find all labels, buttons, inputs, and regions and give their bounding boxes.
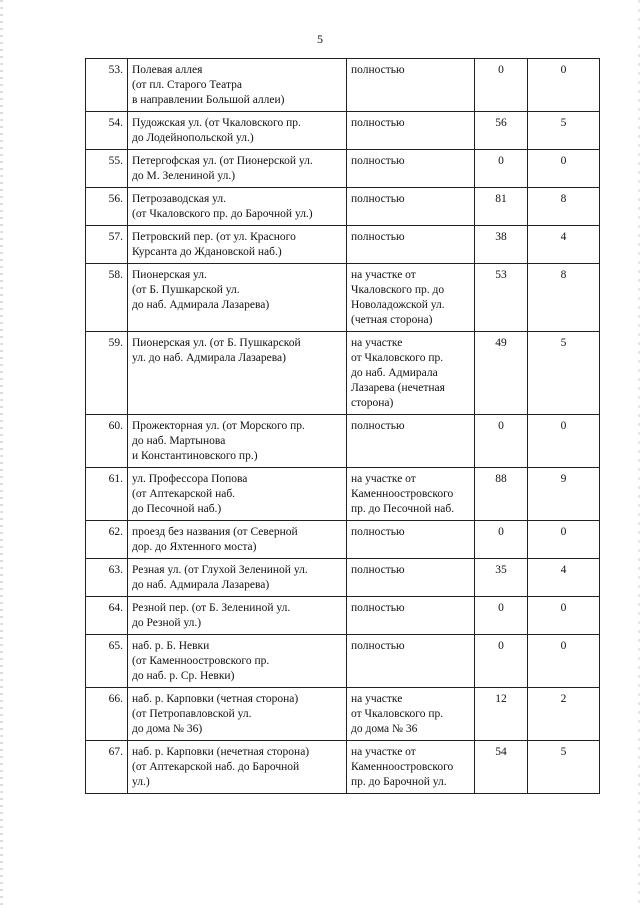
- street-cell: [128, 332, 347, 415]
- value-cell-1: 38: [475, 226, 528, 264]
- scope-line: Чкаловского пр. до: [351, 284, 445, 296]
- street-line: до наб. Адмирала Лазарева): [132, 299, 270, 311]
- street-line: (от Чкаловского пр. до Барочной ул.): [132, 208, 313, 220]
- street-line: (от Каменноостровского пр.: [132, 655, 270, 667]
- street-cell: [128, 597, 347, 635]
- row-number: 66.: [86, 688, 128, 741]
- scope-line: полностью: [351, 602, 405, 614]
- scope-line: (четная сторона): [351, 314, 433, 326]
- street-line: до наб. Мартынова: [132, 435, 226, 447]
- scope-line: полностью: [351, 526, 405, 538]
- value-cell-2: 5: [528, 112, 600, 150]
- value-cell-1: 88: [475, 468, 528, 521]
- street-line: Пионерская ул. (от Б. Пушкарской: [132, 337, 301, 349]
- scope-cell: [347, 415, 475, 468]
- value-cell-1: 54: [475, 741, 528, 794]
- street-line: наб. р. Карповки (нечетная сторона): [132, 746, 310, 758]
- table-row: [86, 226, 600, 264]
- street-line: Курсанта до Ждановской наб.): [132, 246, 282, 258]
- table-row: [86, 264, 600, 332]
- street-line: до наб. Адмирала Лазарева): [132, 579, 270, 591]
- street-line: Полевая аллея: [132, 64, 203, 76]
- page-number: 5: [317, 32, 323, 46]
- value-cell-2: 4: [528, 559, 600, 597]
- value-cell-1: 53: [475, 264, 528, 332]
- row-number: 56.: [86, 188, 128, 226]
- value-cell-2: 5: [528, 332, 600, 415]
- street-line: до Резной ул.): [132, 617, 202, 629]
- street-line: до Песочной наб.): [132, 503, 222, 515]
- scope-cell: [347, 59, 475, 112]
- scope-line: на участке от: [351, 746, 416, 758]
- scope-cell: [347, 635, 475, 688]
- value-cell-2: 0: [528, 150, 600, 188]
- row-number: 54.: [86, 112, 128, 150]
- value-cell-1: 81: [475, 188, 528, 226]
- scope-line: до дома № 36: [351, 723, 418, 735]
- value-cell-2: 2: [528, 688, 600, 741]
- value-cell-1: 0: [475, 59, 528, 112]
- scope-line: полностью: [351, 193, 405, 205]
- street-line: Резная ул. (от Глухой Зелениной ул.: [132, 564, 308, 576]
- table-row: [86, 559, 600, 597]
- street-cell: [128, 112, 347, 150]
- table-row: [86, 112, 600, 150]
- street-cell: [128, 635, 347, 688]
- street-line: до Лодейнопольской ул.): [132, 132, 254, 144]
- value-cell-1: 12: [475, 688, 528, 741]
- table-row: [86, 635, 600, 688]
- row-number: 61.: [86, 468, 128, 521]
- row-number: 59.: [86, 332, 128, 415]
- street-line: Петрозаводская ул.: [132, 193, 226, 205]
- street-line: проезд без названия (от Северной: [132, 526, 298, 538]
- value-cell-2: 0: [528, 521, 600, 559]
- street-cell: [128, 688, 347, 741]
- scope-line: Лазарева (нечетная: [351, 382, 445, 394]
- table-row: [86, 332, 600, 415]
- streets-table-body: [86, 59, 600, 794]
- street-line: в направлении Большой аллеи): [132, 94, 285, 106]
- street-cell: [128, 188, 347, 226]
- row-number: 60.: [86, 415, 128, 468]
- street-line: дор. до Яхтенного моста): [132, 541, 257, 553]
- street-cell: [128, 741, 347, 794]
- value-cell-1: 0: [475, 521, 528, 559]
- scope-line: сторона): [351, 397, 394, 409]
- scope-cell: [347, 688, 475, 741]
- scope-line: от Чкаловского пр.: [351, 352, 444, 364]
- scope-cell: [347, 226, 475, 264]
- scope-line: полностью: [351, 564, 405, 576]
- scope-cell: [347, 521, 475, 559]
- row-number: 53.: [86, 59, 128, 112]
- value-cell-1: 35: [475, 559, 528, 597]
- scope-line: Каменноостровского: [351, 761, 454, 773]
- street-cell: [128, 226, 347, 264]
- table-row: [86, 597, 600, 635]
- scope-cell: [347, 188, 475, 226]
- street-line: наб. р. Б. Невки: [132, 640, 210, 652]
- street-line: до М. Зелениной ул.): [132, 170, 236, 182]
- street-cell: [128, 468, 347, 521]
- street-line: (от Б. Пушкарской ул.: [132, 284, 240, 296]
- scope-cell: [347, 150, 475, 188]
- value-cell-2: 8: [528, 264, 600, 332]
- street-line: Петровский пер. (от ул. Красного: [132, 231, 296, 243]
- street-line: наб. р. Карповки (четная сторона): [132, 693, 299, 705]
- row-number: 63.: [86, 559, 128, 597]
- value-cell-1: 49: [475, 332, 528, 415]
- row-number: 67.: [86, 741, 128, 794]
- value-cell-1: 0: [475, 635, 528, 688]
- table-row: [86, 59, 600, 112]
- scope-line: пр. до Барочной ул.: [351, 776, 447, 788]
- value-cell-2: 0: [528, 597, 600, 635]
- street-line: (от Петропавловской ул.: [132, 708, 252, 720]
- scope-line: полностью: [351, 420, 405, 432]
- scope-line: на участке: [351, 693, 403, 705]
- scan-edge-left: [0, 0, 3, 905]
- value-cell-2: 4: [528, 226, 600, 264]
- street-line: ул.): [132, 776, 150, 788]
- scope-line: пр. до Песочной наб.: [351, 503, 455, 515]
- street-line: (от Аптекарской наб.: [132, 488, 236, 500]
- scope-line: полностью: [351, 117, 405, 129]
- value-cell-2: 8: [528, 188, 600, 226]
- streets-table: [85, 58, 600, 794]
- row-number: 65.: [86, 635, 128, 688]
- street-line: Пионерская ул.: [132, 269, 207, 281]
- scope-line: полностью: [351, 155, 405, 167]
- scope-cell: [347, 332, 475, 415]
- scope-line: на участке от: [351, 269, 416, 281]
- scope-cell: [347, 468, 475, 521]
- street-line: Петергофская ул. (от Пионерской ул.: [132, 155, 313, 167]
- street-line: (от пл. Старого Театра: [132, 79, 242, 91]
- scope-cell: [347, 112, 475, 150]
- table-row: [86, 741, 600, 794]
- street-line: Пудожская ул. (от Чкаловского пр.: [132, 117, 301, 129]
- value-cell-1: 0: [475, 150, 528, 188]
- street-line: до дома № 36): [132, 723, 203, 735]
- scope-line: на участке: [351, 337, 403, 349]
- scope-line: полностью: [351, 231, 405, 243]
- table-row: [86, 150, 600, 188]
- row-number: 62.: [86, 521, 128, 559]
- scope-cell: [347, 264, 475, 332]
- table-row: [86, 521, 600, 559]
- street-line: и Константиновского пр.): [132, 450, 258, 462]
- value-cell-1: 56: [475, 112, 528, 150]
- value-cell-1: 0: [475, 597, 528, 635]
- street-cell: [128, 264, 347, 332]
- table-row: [86, 188, 600, 226]
- street-line: ул. до наб. Адмирала Лазарева): [132, 352, 286, 364]
- value-cell-2: 0: [528, 59, 600, 112]
- street-cell: [128, 415, 347, 468]
- row-number: 57.: [86, 226, 128, 264]
- value-cell-2: 0: [528, 635, 600, 688]
- table-row: [86, 468, 600, 521]
- scope-line: на участке от: [351, 473, 416, 485]
- table-row: [86, 688, 600, 741]
- value-cell-2: 9: [528, 468, 600, 521]
- value-cell-2: 0: [528, 415, 600, 468]
- row-number: 55.: [86, 150, 128, 188]
- street-cell: [128, 521, 347, 559]
- row-number: 58.: [86, 264, 128, 332]
- scope-line: от Чкаловского пр.: [351, 708, 444, 720]
- scope-line: Каменноостровского: [351, 488, 454, 500]
- street-line: (от Аптекарской наб. до Барочной: [132, 761, 300, 773]
- street-cell: [128, 559, 347, 597]
- street-line: Прожекторная ул. (от Морского пр.: [132, 420, 305, 432]
- scope-line: Новоладожской ул.: [351, 299, 445, 311]
- street-line: Резной пер. (от Б. Зелениной ул.: [132, 602, 291, 614]
- value-cell-2: 5: [528, 741, 600, 794]
- scope-cell: [347, 741, 475, 794]
- street-cell: [128, 59, 347, 112]
- scope-cell: [347, 597, 475, 635]
- street-line: ул. Профессора Попова: [132, 473, 248, 485]
- table-row: [86, 415, 600, 468]
- value-cell-1: 0: [475, 415, 528, 468]
- row-number: 64.: [86, 597, 128, 635]
- scope-line: полностью: [351, 64, 405, 76]
- scope-cell: [347, 559, 475, 597]
- street-line: до наб. р. Ср. Невки): [132, 670, 235, 682]
- scope-line: полностью: [351, 640, 405, 652]
- scope-line: до наб. Адмирала: [351, 367, 438, 379]
- street-cell: [128, 150, 347, 188]
